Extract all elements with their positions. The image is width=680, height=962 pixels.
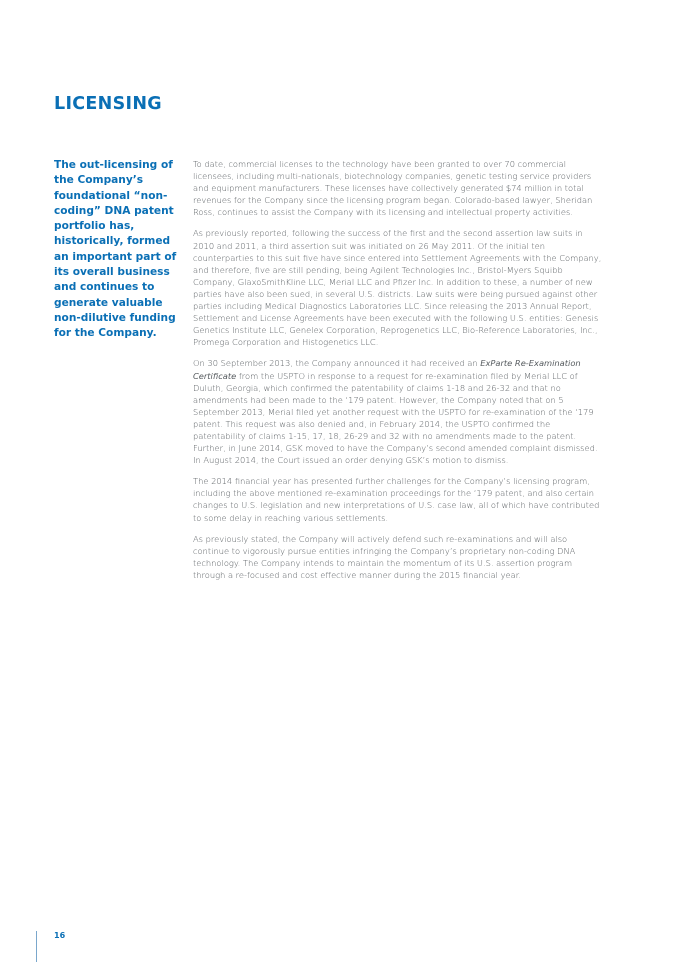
page-divider (36, 931, 37, 962)
paragraph-assertion-suits: As previously reported, following the success of the first and the second assertion law suits in 2010 and 2011, a third assertion suit was initiated on 26 May 2011. Of the initial ten counterparties to this suit five have since entered into Settlement Agreements with the Company, and therefore, five are still pending, being Agilent Technologies Inc., Bristol-Myers Squibb Company, GlaxoSmithKline LLC, Merial LLC and Pfizer Inc. In addition to these, a number of new parties have also been sued, in several U.S. districts. Law suits were being pursued against other parties including Medical Diagnostics Laboratories LLC. Since releasing the 2013 Annual Report, Settlement and License Agreements have been executed with the following U.S. entities: Genesis Genetics Institute LLC, Genelex Corporation, Reprogenetics LLC, Bio-Reference Laboratories, Inc., Promega Corporation and Histogenetics LLC. (193, 228, 602, 348)
paragraph-re-examination (193, 357, 602, 466)
page-title: LICENSING (54, 94, 162, 114)
certificate-title: ExParte Re-Examination Certificate (193, 358, 581, 381)
paragraph-re-examination-start: On 30 September 2013, the Company announced it had received an (193, 358, 481, 369)
pull-quote: The out-licensing of the Company’s foundational “non-coding” DNA patent portfolio has, historically, formed an important part of its overall business and continues to generate valuable non-dilutive funding for the Company. (54, 159, 177, 340)
page-number: 16 (54, 931, 66, 940)
paragraph-licenses: To date, commercial licenses to the technology have been granted to over 70 commercial licensees, including multi-nationals, biotechnology companies, genetic testing service providers and equipment manufacturers. These licenses have collectively generated $74 million in total revenues for the Company since the licensing program began. Colorado-based lawyer, Sheridan Ross, continues to assist the Company with its licensing and intellectual property activities. (193, 159, 593, 218)
paragraph-re-examination-end: from the USPTO in response to a request for re-examination filed by Merial LLC of Duluth, Georgia, which confirmed the patentability of claims 1-18 and 26-32 and that no amendments had been made to the ‘179 patent. However, the Company noted that on 5 September 2013, Merial filed yet another request with the USPTO for re-examination of the ‘179 patent. This request was also denied and, in February 2014, the USPTO confirmed the patentability of claims 1-15, 17, 18, 26-29 and 32 with no amendments made to the patent. Further, in June 2014, GSK moved to have the Company’s second amended complaint dismissed. In August 2014, the Court issued an order denying GSK’s motion to dismiss. (193, 370, 598, 466)
paragraph-challenges: The 2014 financial year has presented further challenges for the Company’s licensing program, including the above mentioned re-examination proceedings for the ‘179 patent, and also certain changes to U.S. legislation and new interpretations of U.S. case law, all of which have contributed to some delay in reaching various settlements. (193, 476, 600, 523)
paragraph-outlook: As previously stated, the Company will actively defend such re-examinations and will also continue to vigorously pursue entities infringing the Company’s proprietary non-coding DNA technology. The Company intends to maintain the momentum of its U.S. assertion program through a re-focused and cost effective manner during the 2015 financial year. (193, 533, 576, 580)
body-text (193, 158, 602, 590)
